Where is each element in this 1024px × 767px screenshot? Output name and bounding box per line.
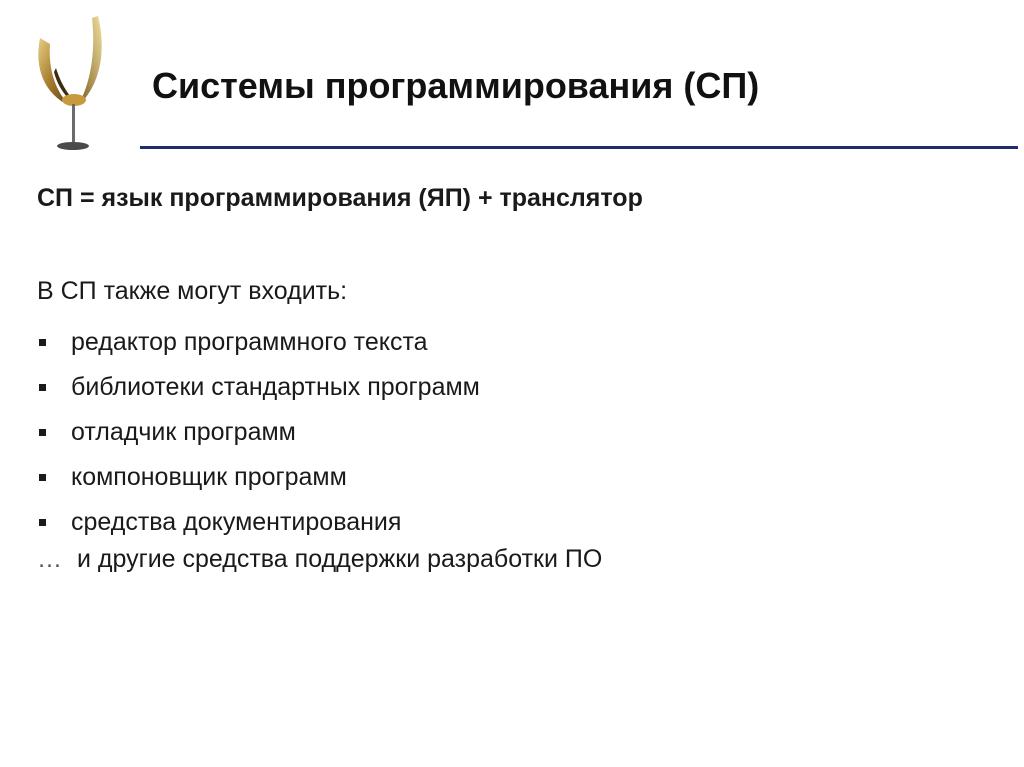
definition-formula: СП = язык программирования (ЯП) + транслятор bbox=[37, 184, 643, 212]
list-item-label: редактор программного текста bbox=[71, 328, 428, 356]
list-item-label: библиотеки стандартных программ bbox=[71, 373, 480, 401]
list-item-label: отладчик программ bbox=[71, 418, 296, 446]
components-intro: В СП также могут входить: bbox=[37, 277, 348, 305]
closing-text: и другие средства поддержки разработки ПО bbox=[76, 545, 603, 573]
square-bullet-icon bbox=[39, 519, 46, 526]
square-bullet-icon bbox=[39, 384, 46, 391]
list-item-label: компоновщик программ bbox=[71, 463, 347, 491]
slide-title: Системы программирования (СП) bbox=[152, 65, 760, 106]
list-item bbox=[37, 500, 480, 545]
closing-line bbox=[37, 545, 602, 574]
components-list bbox=[37, 320, 480, 545]
list-item-label: средства документирования bbox=[71, 508, 402, 536]
golden-glass-sculpture-icon bbox=[26, 8, 130, 154]
list-item bbox=[37, 410, 480, 455]
ellipsis-mark: … bbox=[37, 545, 62, 573]
list-item bbox=[37, 365, 480, 410]
square-bullet-icon bbox=[39, 339, 46, 346]
title-underline bbox=[140, 146, 1018, 149]
square-bullet-icon bbox=[39, 429, 46, 436]
square-bullet-icon bbox=[39, 474, 46, 481]
list-item bbox=[37, 455, 480, 500]
list-item bbox=[37, 320, 480, 365]
